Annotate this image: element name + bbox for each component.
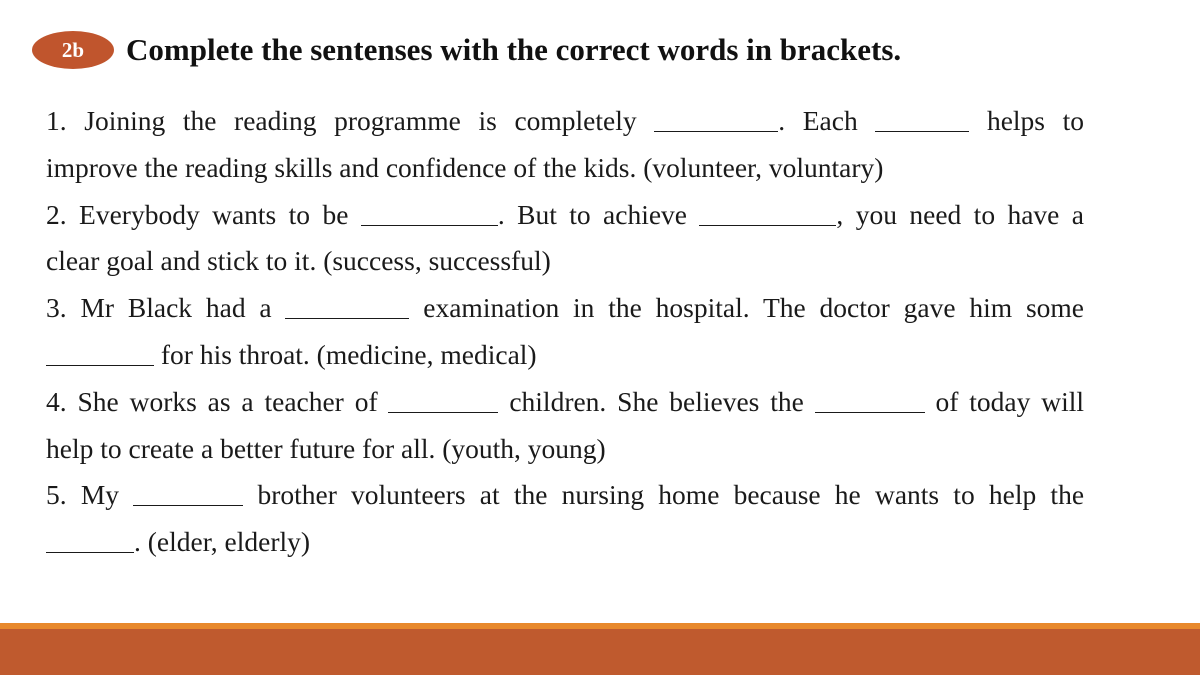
question-1-text-a: 1. Joining the reading programme is completely bbox=[46, 105, 637, 136]
footer-bar bbox=[0, 629, 1200, 675]
question-2-blank-1 bbox=[361, 195, 498, 226]
question-4-text-b: children. She believes the bbox=[509, 385, 804, 417]
exercise-header bbox=[32, 28, 901, 72]
question-1-blank-2 bbox=[875, 101, 969, 132]
question-3-text-a: 3. Mr Black had a bbox=[46, 292, 272, 324]
question-1-text-c: helps to bbox=[986, 105, 1084, 136]
question-4-text-a: 4. She works as a teacher of bbox=[46, 385, 378, 417]
question-1-text-b: . Each bbox=[778, 105, 858, 136]
question-3-line-1 bbox=[46, 285, 1084, 332]
question-5-blank-1 bbox=[133, 475, 243, 506]
question-3-text-b: examination in the hospital. The doctor gave him some bbox=[423, 292, 1084, 324]
question-4-line-1 bbox=[46, 379, 1084, 426]
question-5-line-2 bbox=[46, 519, 1084, 566]
question-2-text-b: . But to achieve bbox=[497, 198, 688, 230]
question-4-text-c: of today will bbox=[935, 385, 1084, 417]
question-4-text-d: help to create a better future for all. (youth, young) bbox=[46, 432, 606, 464]
question-5-line-1 bbox=[46, 472, 1084, 519]
question-2-blank-2 bbox=[699, 195, 836, 226]
question-2-line-2 bbox=[46, 238, 1084, 285]
question-5-text-a: 5. My bbox=[46, 479, 120, 511]
question-4-line-2 bbox=[46, 426, 1084, 473]
question-3-blank-2 bbox=[46, 335, 154, 366]
question-3-text-c: for his throat. (medicine, medical) bbox=[160, 338, 537, 370]
question-2-line-1 bbox=[46, 192, 1084, 239]
question-2-text-c: , you need to have a bbox=[836, 198, 1084, 230]
question-2-text-a: 2. Everybody wants to be bbox=[46, 198, 349, 230]
question-1-blank-1 bbox=[654, 101, 778, 132]
exercise-title: Complete the sentenses with the correct words in brackets. bbox=[126, 32, 902, 67]
question-4-blank-1 bbox=[388, 382, 498, 413]
question-3-blank-1 bbox=[285, 288, 409, 319]
question-3-line-2 bbox=[46, 332, 1084, 379]
question-2-text-d: clear goal and stick to it. (success, successful) bbox=[46, 245, 551, 277]
question-1-line-1 bbox=[46, 98, 1084, 145]
question-5-text-c: . (elder, elderly) bbox=[134, 526, 311, 558]
exercise-number-badge: 2b bbox=[32, 31, 114, 69]
question-1-text-d: improve the reading skills and confidence of the kids. (volunteer, voluntary) bbox=[46, 151, 884, 183]
question-5-text-b: brother volunteers at the nursing home because he wants to help the bbox=[257, 479, 1084, 511]
exercise-content bbox=[46, 98, 1084, 566]
question-5-blank-2 bbox=[46, 522, 134, 553]
question-1-line-2 bbox=[46, 145, 1084, 192]
question-4-blank-2 bbox=[815, 382, 925, 413]
